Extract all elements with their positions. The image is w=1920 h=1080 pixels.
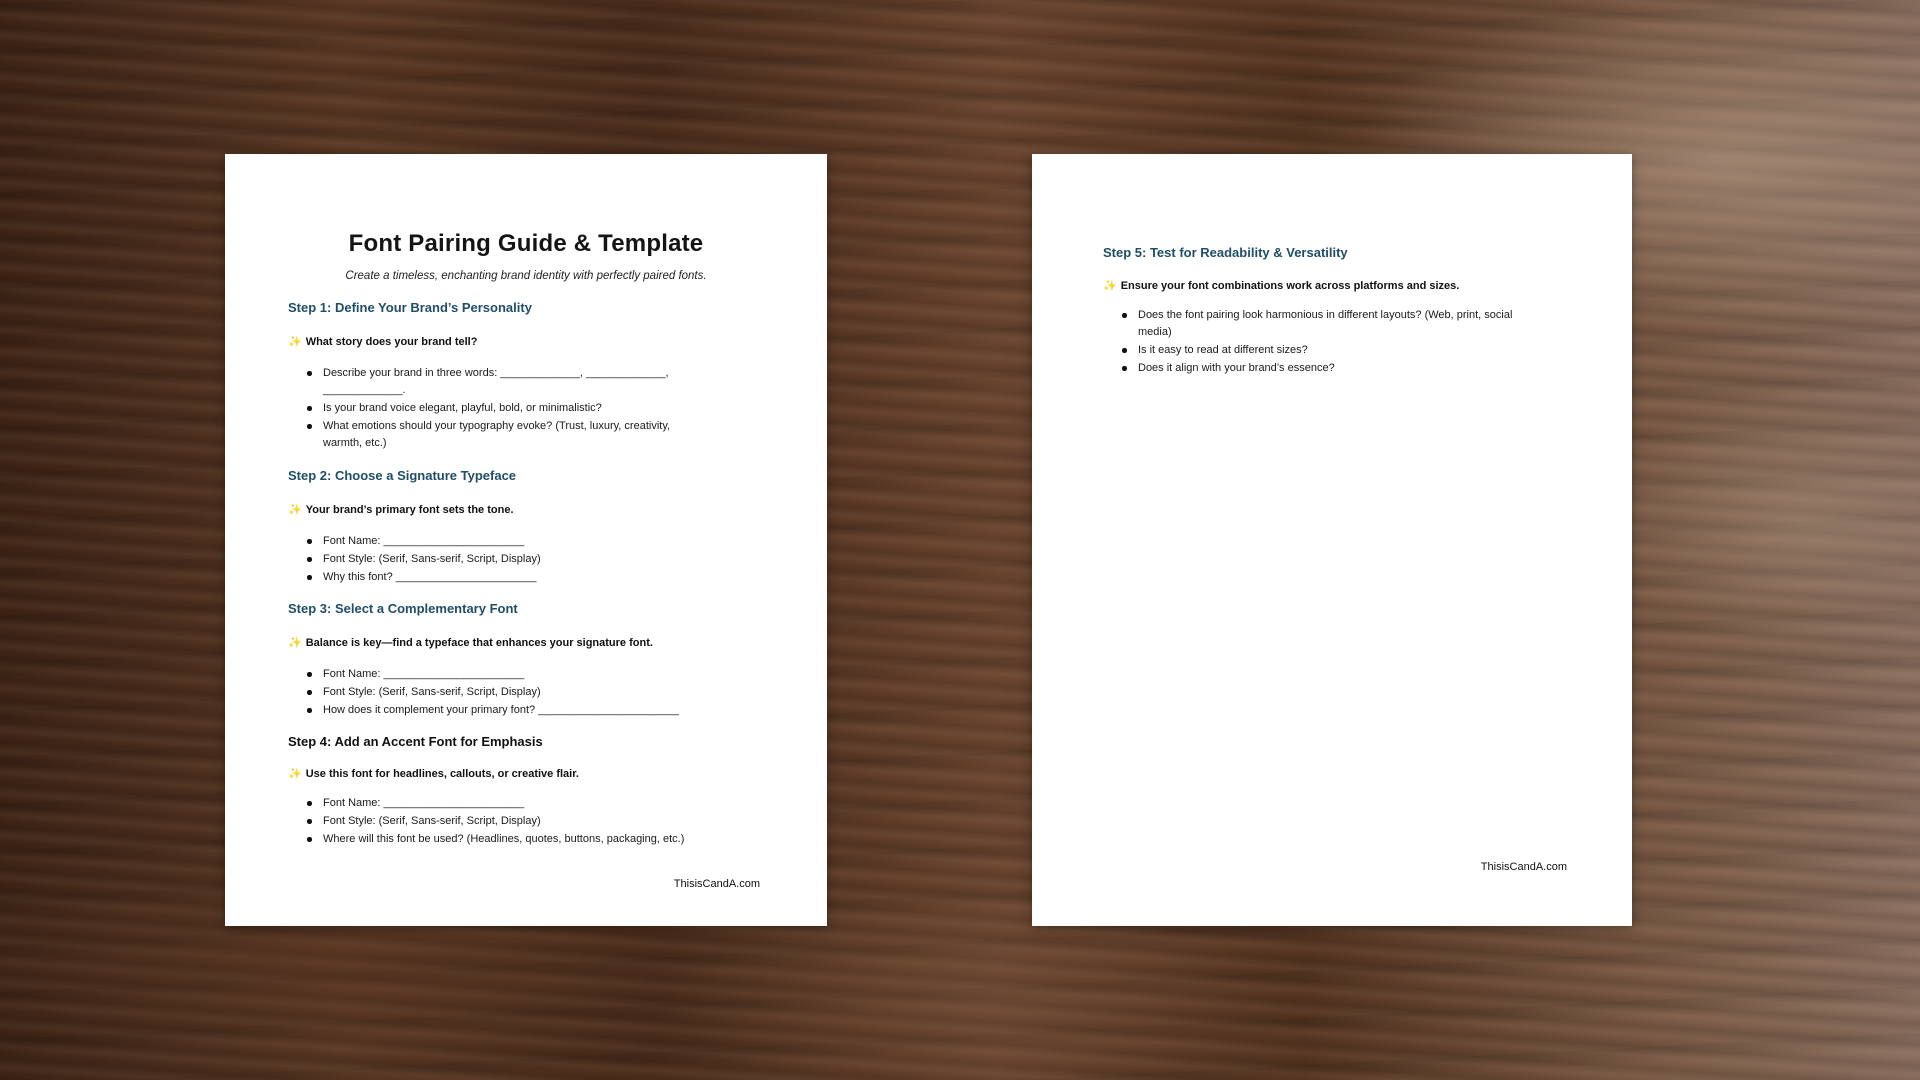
sparkles-icon: ✨ [288,336,302,348]
step-3-prompt [288,636,653,649]
list-item: Is it easy to read at different sizes? [1138,342,1548,359]
list-item: Describe your brand in three words: _____________, _____________, _____________. [323,365,703,399]
list-item: Font Name: _______________________ [323,533,763,550]
list-item: Where will this font be used? (Headlines, quotes, buttons, packaging, etc.) [323,831,783,848]
list-item: Font Style: (Serif, Sans-serif, Script, Display) [323,684,783,701]
step-5-prompt [1103,279,1459,292]
list-item: What emotions should your typography evoke? (Trust, luxury, creativity, warmth, etc.) [323,418,703,452]
step-5-list [1138,307,1548,378]
step-3-list [323,666,783,720]
step-4-list [323,795,783,849]
page-footer: ThisisCandA.com [673,878,760,890]
document-page-1 [225,154,827,926]
step-2-prompt [288,503,514,516]
sparkles-icon: ✨ [288,637,302,649]
step-3-prompt-text: Balance is key—find a typeface that enhances your signature font. [305,637,653,649]
list-item: Does it align with your brand’s essence? [1138,360,1548,377]
list-item: Font Style: (Serif, Sans-serif, Script, Display) [323,551,763,568]
list-item: Why this font? _______________________ [323,569,763,586]
page-subtitle: Create a timeless, enchanting brand identity with perfectly paired fonts. [345,270,707,282]
step-2-heading: Step 2: Choose a Signature Typeface [288,468,517,483]
step-4-prompt [288,767,579,780]
list-item: Is your brand voice elegant, playful, bold, or minimalistic? [323,400,703,417]
step-1-list [323,365,703,453]
list-item: Does the font pairing look harmonious in different layouts? (Web, print, social media) [1138,307,1548,341]
sparkles-icon: ✨ [288,768,302,780]
document-page-2 [1032,154,1632,926]
step-4-heading: Step 4: Add an Accent Font for Emphasis [288,734,543,749]
sparkles-icon: ✨ [288,504,302,516]
list-item: How does it complement your primary font? _______________________ [323,702,783,719]
step-1-heading: Step 1: Define Your Brand’s Personality [288,300,532,315]
list-item: Font Style: (Serif, Sans-serif, Script, Display) [323,813,783,830]
step-3-heading: Step 3: Select a Complementary Font [288,601,518,616]
list-item: Font Name: _______________________ [323,795,783,812]
list-item: Font Name: _______________________ [323,666,783,683]
step-2-list [323,533,763,587]
step-5-heading: Step 5: Test for Readability & Versatility [1103,245,1348,260]
step-1-prompt-text: What story does your brand tell? [305,336,478,348]
step-4-prompt-text: Use this font for headlines, callouts, or creative flair. [305,768,579,780]
sparkles-icon: ✨ [1103,280,1117,292]
step-5-prompt-text: Ensure your font combinations work across platforms and sizes. [1120,280,1460,292]
step-2-prompt-text: Your brand’s primary font sets the tone. [305,504,514,516]
page-footer: ThisisCandA.com [1480,861,1567,873]
step-1-prompt [288,335,477,348]
page-title: Font Pairing Guide & Template [348,230,704,257]
